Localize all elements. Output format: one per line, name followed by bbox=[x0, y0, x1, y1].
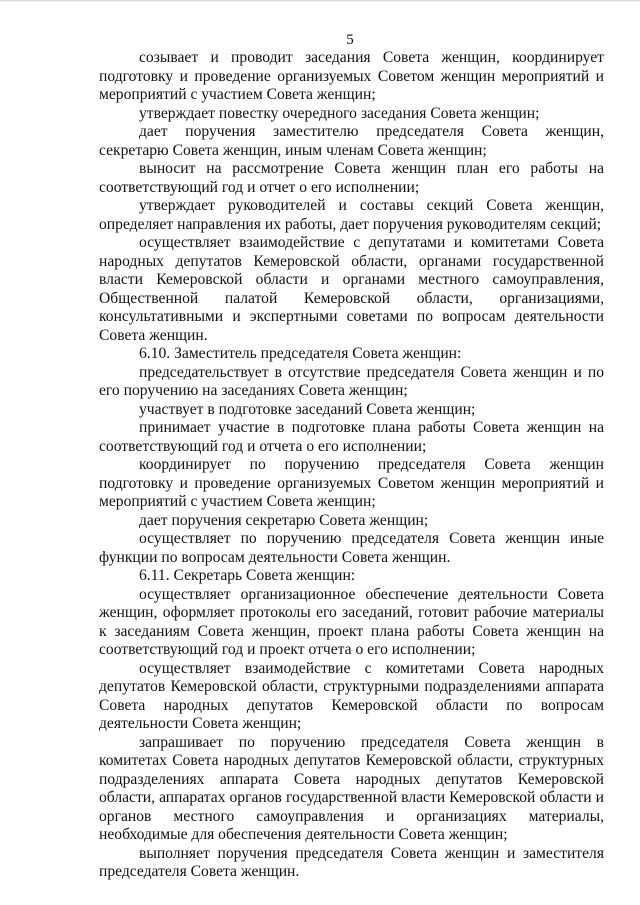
paragraph: созывает и проводит заседания Совета женщин, координирует подготовку и проведение организуемых Советом женщин мероприятий и мероприятий с участием Совета женщин; bbox=[99, 49, 604, 103]
paragraph: утверждает повестку очередного заседания Совета женщин; bbox=[139, 104, 540, 122]
paragraph: осуществляет взаимодействие с комитетами Совета народных депутатов Кемеровской области, структурными подразделениями аппарата Совета народных депутатов Кемеровской области по вопросам деятельности Совета женщин; bbox=[99, 659, 604, 732]
paragraph: дает поручения секретарю Совета женщин; bbox=[139, 511, 429, 529]
paragraph: осуществляет взаимодействие с депутатами и комитетами Совета народных депутатов Кемеровской области, органами государственной власти Кемеровской области и органами местного самоуправления, Общественной палатой Кемеровской области, организациями, консультативными и экспертными советами по вопросам деятельности Совета женщин. bbox=[99, 234, 604, 344]
paragraph: дает поручения заместителю председателя Совета женщин, секретарю Совета женщин, иным членам Совета женщин; bbox=[99, 123, 604, 159]
section-heading: 6.11. Секретарь Совета женщин: bbox=[139, 567, 356, 584]
paragraph: выполняет поручения председателя Совета женщин и заместителя председателя Совета женщин. bbox=[99, 844, 604, 880]
page-number: 5 bbox=[346, 32, 354, 48]
paragraph: утверждает руководителей и составы секций Совета женщин, определяет направления их работы, дает поручения руководителям секций; bbox=[99, 197, 604, 233]
paragraph: участвует в подготовке заседаний Совета женщин; bbox=[139, 400, 476, 418]
paragraph: выносит на рассмотрение Совета женщин план его работы на соответствующий год и отчет о его исполнении; bbox=[99, 160, 604, 196]
section-heading: 6.10. Заместитель председателя Совета женщин: bbox=[139, 345, 462, 362]
paragraph: запрашивает по поручению председателя Совета женщин в комитетах Совета народных депутатов Кемеровской области, структурных подразделениях аппарата Совета народных депутатов Кемеровской области, аппаратах органов государственной власти Кемеровской области и органов местного самоуправления и организациях материалы, необходимые для обеспечения деятельности Совета женщин; bbox=[99, 733, 604, 843]
body-text bbox=[99, 49, 604, 882]
paragraph: осуществляет по поручению председателя Совета женщин иные функции по вопросам деятельности Совета женщин. bbox=[99, 530, 604, 566]
paragraph: принимает участие в подготовке плана работы Совета женщин на соответствующий год и отчета о его исполнении; bbox=[99, 419, 604, 455]
paragraph: координирует по поручению председателя Совета женщин подготовку и проведение организуемых Советом женщин мероприятий и мероприятий с участием Совета женщин; bbox=[99, 456, 604, 510]
paragraph: осуществляет организационное обеспечение деятельности Совета женщин, оформляет протоколы его заседаний, готовит рабочие материалы к заседаниям Совета женщин, проект плана работы Совета женщин на соответствующий год и проект отчета о его исполнении; bbox=[99, 585, 604, 658]
scan-top-edge bbox=[0, 0, 640, 2]
paragraph: председательствует в отсутствие председателя Совета женщин и по его поручению на заседаниях Совета женщин; bbox=[99, 363, 604, 399]
